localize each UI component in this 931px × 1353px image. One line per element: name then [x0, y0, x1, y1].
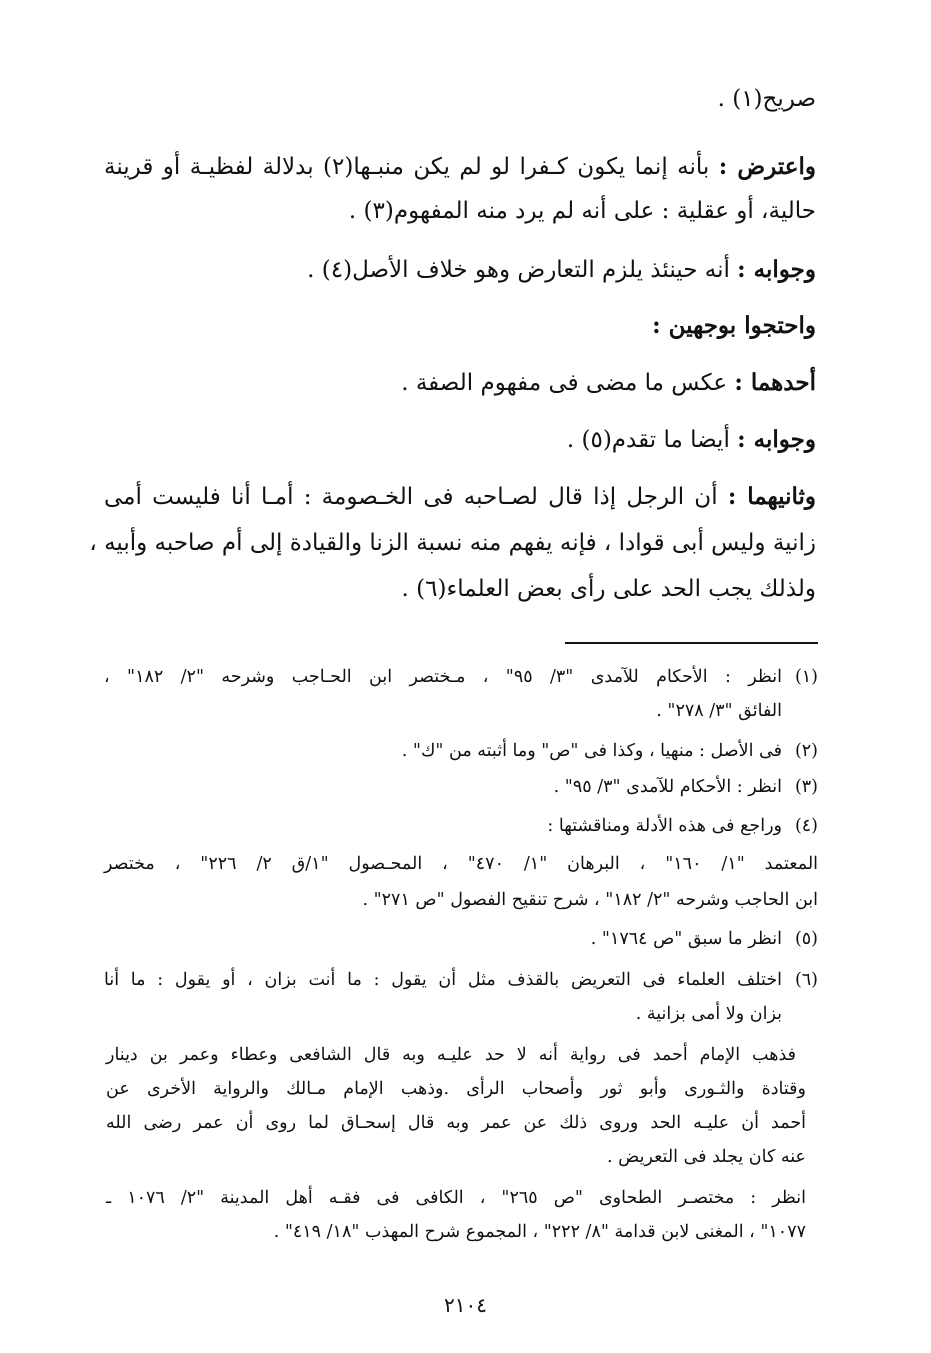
footnote-text: انظر : الأحكام للآمدى "٣/ ٩٥" .: [553, 777, 782, 797]
footnote-number: (٤): [794, 816, 818, 836]
keyword-arguments: واحتجوا بوجهين :: [652, 312, 816, 339]
text-line: [104, 152, 816, 182]
footnote-6-cont: ١٠٧٧" ، المغنى لابن قدامة "٨/ ٢٢٢" ، المجموع شرح المهذب "١٨/ ٤١٩" .: [273, 1222, 806, 1242]
footnote-number: (٢): [794, 741, 818, 761]
footnote-4: [547, 811, 818, 841]
text-line: ولذلك يجب الحد على رأى بعض العلماء(٦) .: [401, 576, 816, 602]
footnote-6-cont: أحمد أن عليـه الحد وروى ذلك عن عمر وبه قال إسحـاق لما روى أن عمر رضى الله: [106, 1113, 806, 1133]
footnote-4-cont: المعتمد "١/ ١٦٠" ، البرهان "١/ ٤٧٠" ، المحـصول "١/ق ٢/ ٢٢٦" ، مختصر: [104, 854, 819, 874]
page-number: ٢١٠٤: [444, 1293, 487, 1317]
footnote-separator: [565, 642, 818, 644]
footnote-number: (٦): [794, 970, 818, 990]
footnote-4-cont: ابن الحاجب وشرحه "٢/ ١٨٢" ، شرح تنقيح الفصول "ص ٢٧١" .: [362, 890, 818, 910]
footnote-6-cont: وقتادة والثـورى وأبو ثور وأصحاب الرأى .وذهب الإمام مـالك والرواية الأخرى عن: [106, 1079, 806, 1099]
line-text: بأنه إنما يكون كـفرا لو لم يكن منبـها(٢) بدلالة لفظيـة أو قرينة: [104, 154, 710, 180]
footnote-6-cont: بزان ولا أمى بزانية .: [635, 1004, 782, 1024]
text-line: [307, 255, 816, 285]
footnote-text: وراجع فى هذه الأدلة ومناقشتها :: [547, 816, 782, 836]
footnote-1-cont: الفائق "٣/ ٢٧٨" .: [656, 701, 782, 721]
line-text: أنه حينئذ يلزم التعارض وهو خلاف الأصل(٤) .: [307, 257, 730, 283]
footnote-number: (٥): [794, 929, 818, 949]
footnote-3: [554, 772, 818, 802]
footnote-6: [104, 965, 818, 995]
keyword-first: أحدهما :: [734, 369, 816, 396]
footnote-number: (١): [794, 667, 818, 687]
footnote-6-cont: انظر : مختصـر الطحاوى "ص ٢٦٥" ، الكافى فى فقـه أهل المدينة "٢/ ١٠٧٦ ـ: [106, 1188, 806, 1208]
text-line: [401, 368, 816, 398]
keyword-objection: واعترض :: [718, 153, 817, 180]
text-line: صريح(١) .: [717, 86, 816, 112]
footnote-text: انظر ما سبق "ص ١٧٦٤" .: [590, 929, 782, 949]
text-line: [567, 425, 816, 455]
footnote-2: [402, 736, 818, 766]
text-line: [652, 311, 816, 341]
line-text: أن الرجل إذا قال لصـاحبه فى الخـصومة : أمـا أنا فليست أمى: [104, 484, 718, 510]
footnote-6-cont: عنه كان يجلد فى التعريض .: [607, 1147, 806, 1167]
line-text: أيضا ما تقدم(٥) .: [566, 427, 730, 453]
keyword-second: وثانيهما :: [727, 483, 817, 510]
line-text: عكس ما مضى فى مفهوم الصفة .: [401, 370, 728, 396]
footnote-5: [591, 924, 818, 954]
footnote-text: اختلف العلماء فى التعريض بالقذف مثل أن يقول : ما أنت بزان ، أو يقول : ما أنا: [104, 970, 782, 990]
text-line: زانية وليس أبى قوادا ، فإنه يفهم منه نسبة الزنا والقيادة إلى أم صاحبه وأبيه ،: [89, 530, 816, 556]
text-line: حالية، أو عقلية : على أنه لم يرد منه المفهوم(٣) .: [348, 198, 816, 224]
footnote-text: انظر : الأحكام للآمدى "٣/ ٩٥" ، مـختصر ابن الحـاجب وشرحه "٢/ ١٨٢" ،: [104, 667, 782, 687]
keyword-answer: وجوابه :: [737, 426, 816, 453]
text-line: [104, 482, 816, 512]
footnote-1: [104, 662, 818, 692]
footnote-text: فى الأصل : منهيا ، وكذا فى "ص" وما أثبته من "ك" .: [401, 741, 782, 761]
footnote-number: (٣): [794, 777, 818, 797]
keyword-answer: وجوابه :: [737, 256, 816, 283]
footnote-6-cont: فذهب الإمام أحمد فى رواية أنه لا حد عليـه وبه قال الشافعى وعطاء وعمر بن دينار: [106, 1045, 796, 1065]
